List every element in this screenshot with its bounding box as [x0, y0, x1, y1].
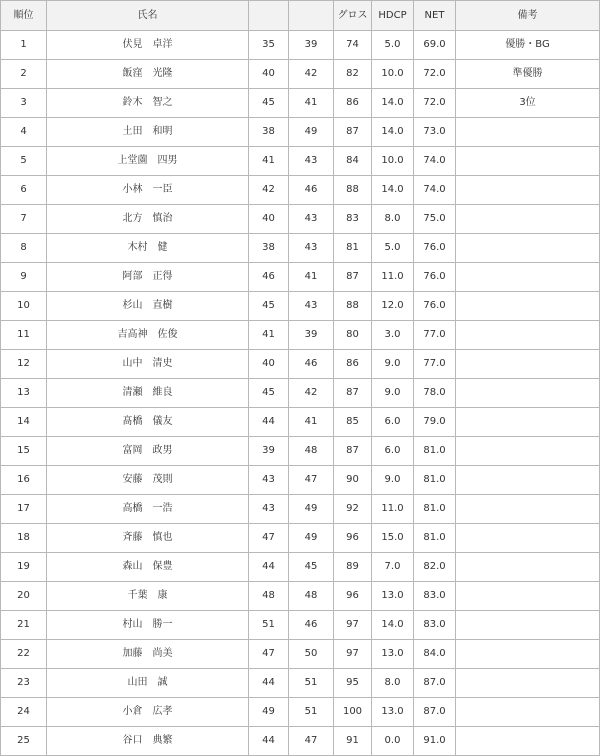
table-row	[1, 611, 600, 640]
table-row	[1, 350, 600, 379]
table-row	[1, 379, 600, 408]
cell-name: 飯窪 光隆	[47, 60, 249, 89]
cell-out: 46	[249, 263, 289, 292]
header-hdcp: HDCP	[372, 1, 414, 31]
cell-note	[456, 553, 600, 582]
cell-note	[456, 350, 600, 379]
cell-name: 髙橋 儀友	[47, 408, 249, 437]
cell-note	[456, 669, 600, 698]
table-row	[1, 669, 600, 698]
cell-note	[456, 727, 600, 756]
cell-name: 土田 和明	[47, 118, 249, 147]
cell-in: 43	[289, 292, 334, 321]
cell-note	[456, 176, 600, 205]
cell-net: 82.0	[414, 553, 456, 582]
cell-note	[456, 437, 600, 466]
cell-hdcp: 8.0	[372, 669, 414, 698]
cell-hdcp: 9.0	[372, 466, 414, 495]
cell-note: 優勝・BG	[456, 31, 600, 60]
cell-rank: 21	[1, 611, 47, 640]
cell-out: 43	[249, 466, 289, 495]
header-net: NET	[414, 1, 456, 31]
cell-hdcp: 13.0	[372, 698, 414, 727]
cell-in: 47	[289, 466, 334, 495]
cell-rank: 8	[1, 234, 47, 263]
cell-note: 準優勝	[456, 60, 600, 89]
cell-in: 51	[289, 669, 334, 698]
table-row	[1, 89, 600, 118]
cell-hdcp: 14.0	[372, 118, 414, 147]
table-row	[1, 553, 600, 582]
cell-net: 81.0	[414, 495, 456, 524]
cell-note	[456, 263, 600, 292]
cell-out: 51	[249, 611, 289, 640]
cell-in: 48	[289, 437, 334, 466]
cell-gross: 88	[334, 176, 372, 205]
table-row	[1, 582, 600, 611]
cell-gross: 87	[334, 263, 372, 292]
cell-hdcp: 11.0	[372, 263, 414, 292]
cell-out: 47	[249, 524, 289, 553]
cell-rank: 22	[1, 640, 47, 669]
cell-out: 45	[249, 292, 289, 321]
cell-out: 40	[249, 60, 289, 89]
cell-rank: 15	[1, 437, 47, 466]
cell-gross: 97	[334, 640, 372, 669]
table-header	[1, 1, 600, 31]
cell-hdcp: 3.0	[372, 321, 414, 350]
cell-gross: 81	[334, 234, 372, 263]
cell-out: 43	[249, 495, 289, 524]
cell-in: 46	[289, 611, 334, 640]
header-name: 氏名	[47, 1, 249, 31]
cell-gross: 92	[334, 495, 372, 524]
cell-net: 74.0	[414, 147, 456, 176]
cell-name: 木村 健	[47, 234, 249, 263]
cell-gross: 84	[334, 147, 372, 176]
table-row	[1, 727, 600, 756]
cell-name: 小倉 広孝	[47, 698, 249, 727]
cell-gross: 91	[334, 727, 372, 756]
cell-gross: 100	[334, 698, 372, 727]
cell-gross: 90	[334, 466, 372, 495]
cell-name: 山田 誠	[47, 669, 249, 698]
cell-out: 45	[249, 379, 289, 408]
cell-rank: 17	[1, 495, 47, 524]
cell-out: 42	[249, 176, 289, 205]
table-row	[1, 147, 600, 176]
cell-name: 鈴木 智之	[47, 89, 249, 118]
table-row	[1, 118, 600, 147]
cell-name: 加藤 尚美	[47, 640, 249, 669]
cell-net: 75.0	[414, 205, 456, 234]
cell-net: 76.0	[414, 263, 456, 292]
cell-note	[456, 147, 600, 176]
table-row	[1, 321, 600, 350]
cell-in: 41	[289, 408, 334, 437]
cell-rank: 11	[1, 321, 47, 350]
table-row	[1, 292, 600, 321]
cell-name: 伏見 卓洋	[47, 31, 249, 60]
cell-name: 山中 清史	[47, 350, 249, 379]
cell-hdcp: 9.0	[372, 350, 414, 379]
cell-rank: 10	[1, 292, 47, 321]
cell-in: 41	[289, 89, 334, 118]
cell-name: 杉山 直樹	[47, 292, 249, 321]
cell-in: 45	[289, 553, 334, 582]
cell-gross: 74	[334, 31, 372, 60]
cell-name: 谷口 典繁	[47, 727, 249, 756]
cell-out: 48	[249, 582, 289, 611]
cell-note	[456, 292, 600, 321]
cell-net: 84.0	[414, 640, 456, 669]
cell-note	[456, 118, 600, 147]
cell-in: 51	[289, 698, 334, 727]
cell-rank: 25	[1, 727, 47, 756]
cell-net: 81.0	[414, 437, 456, 466]
table-row	[1, 263, 600, 292]
table-row	[1, 234, 600, 263]
cell-net: 87.0	[414, 698, 456, 727]
cell-note	[456, 408, 600, 437]
cell-gross: 80	[334, 321, 372, 350]
cell-rank: 23	[1, 669, 47, 698]
cell-out: 39	[249, 437, 289, 466]
cell-gross: 85	[334, 408, 372, 437]
header-note: 備考	[456, 1, 600, 31]
cell-out: 44	[249, 727, 289, 756]
table-row	[1, 205, 600, 234]
cell-in: 49	[289, 118, 334, 147]
cell-net: 74.0	[414, 176, 456, 205]
cell-gross: 89	[334, 553, 372, 582]
cell-rank: 1	[1, 31, 47, 60]
cell-net: 69.0	[414, 31, 456, 60]
cell-in: 49	[289, 495, 334, 524]
cell-rank: 9	[1, 263, 47, 292]
cell-rank: 12	[1, 350, 47, 379]
cell-hdcp: 12.0	[372, 292, 414, 321]
cell-in: 46	[289, 176, 334, 205]
cell-gross: 86	[334, 89, 372, 118]
cell-note	[456, 321, 600, 350]
cell-name: 上堂薗 四男	[47, 147, 249, 176]
cell-hdcp: 11.0	[372, 495, 414, 524]
cell-net: 73.0	[414, 118, 456, 147]
cell-note	[456, 205, 600, 234]
cell-name: 阿部 正得	[47, 263, 249, 292]
cell-in: 43	[289, 234, 334, 263]
header-in	[289, 1, 334, 31]
cell-in: 41	[289, 263, 334, 292]
cell-rank: 5	[1, 147, 47, 176]
cell-gross: 83	[334, 205, 372, 234]
cell-hdcp: 13.0	[372, 582, 414, 611]
cell-hdcp: 15.0	[372, 524, 414, 553]
cell-name: 吉高神 佐俊	[47, 321, 249, 350]
cell-note	[456, 698, 600, 727]
cell-hdcp: 5.0	[372, 31, 414, 60]
cell-net: 77.0	[414, 321, 456, 350]
cell-out: 47	[249, 640, 289, 669]
cell-note	[456, 524, 600, 553]
cell-out: 40	[249, 205, 289, 234]
cell-gross: 87	[334, 437, 372, 466]
table-body	[1, 31, 600, 756]
cell-out: 44	[249, 669, 289, 698]
cell-in: 48	[289, 582, 334, 611]
cell-in: 43	[289, 147, 334, 176]
cell-name: 安藤 茂則	[47, 466, 249, 495]
cell-out: 44	[249, 408, 289, 437]
cell-rank: 2	[1, 60, 47, 89]
cell-in: 42	[289, 60, 334, 89]
cell-net: 83.0	[414, 611, 456, 640]
cell-hdcp: 14.0	[372, 89, 414, 118]
cell-out: 45	[249, 89, 289, 118]
cell-gross: 87	[334, 379, 372, 408]
cell-in: 47	[289, 727, 334, 756]
cell-hdcp: 8.0	[372, 205, 414, 234]
cell-note	[456, 379, 600, 408]
cell-note	[456, 640, 600, 669]
cell-net: 87.0	[414, 669, 456, 698]
cell-net: 77.0	[414, 350, 456, 379]
cell-name: 富岡 政男	[47, 437, 249, 466]
cell-out: 41	[249, 321, 289, 350]
cell-net: 81.0	[414, 524, 456, 553]
cell-hdcp: 0.0	[372, 727, 414, 756]
cell-hdcp: 9.0	[372, 379, 414, 408]
cell-rank: 14	[1, 408, 47, 437]
cell-gross: 82	[334, 60, 372, 89]
cell-in: 43	[289, 205, 334, 234]
cell-net: 81.0	[414, 466, 456, 495]
cell-hdcp: 13.0	[372, 640, 414, 669]
cell-net: 91.0	[414, 727, 456, 756]
cell-in: 50	[289, 640, 334, 669]
cell-gross: 87	[334, 118, 372, 147]
cell-out: 38	[249, 118, 289, 147]
cell-hdcp: 6.0	[372, 408, 414, 437]
cell-name: 北方 慎治	[47, 205, 249, 234]
cell-net: 76.0	[414, 234, 456, 263]
cell-out: 38	[249, 234, 289, 263]
cell-rank: 4	[1, 118, 47, 147]
table-row	[1, 466, 600, 495]
cell-net: 72.0	[414, 89, 456, 118]
cell-out: 41	[249, 147, 289, 176]
cell-in: 39	[289, 321, 334, 350]
table-row	[1, 176, 600, 205]
cell-out: 35	[249, 31, 289, 60]
table-row	[1, 524, 600, 553]
cell-net: 72.0	[414, 60, 456, 89]
cell-hdcp: 6.0	[372, 437, 414, 466]
cell-note	[456, 234, 600, 263]
cell-net: 79.0	[414, 408, 456, 437]
header-row	[1, 1, 600, 31]
header-out	[249, 1, 289, 31]
cell-rank: 13	[1, 379, 47, 408]
cell-name: 清瀬 維良	[47, 379, 249, 408]
cell-name: 千葉 康	[47, 582, 249, 611]
header-rank: 順位	[1, 1, 47, 31]
cell-note	[456, 582, 600, 611]
cell-in: 42	[289, 379, 334, 408]
cell-hdcp: 14.0	[372, 176, 414, 205]
header-gross: グロス	[334, 1, 372, 31]
cell-gross: 96	[334, 524, 372, 553]
cell-in: 49	[289, 524, 334, 553]
cell-hdcp: 10.0	[372, 147, 414, 176]
cell-in: 39	[289, 31, 334, 60]
cell-hdcp: 14.0	[372, 611, 414, 640]
cell-out: 40	[249, 350, 289, 379]
cell-note	[456, 466, 600, 495]
cell-out: 49	[249, 698, 289, 727]
cell-net: 76.0	[414, 292, 456, 321]
cell-name: 森山 保豊	[47, 553, 249, 582]
cell-rank: 24	[1, 698, 47, 727]
cell-name: 斉藤 慎也	[47, 524, 249, 553]
cell-hdcp: 7.0	[372, 553, 414, 582]
cell-name: 高橋 一浩	[47, 495, 249, 524]
cell-note	[456, 495, 600, 524]
cell-gross: 96	[334, 582, 372, 611]
cell-rank: 7	[1, 205, 47, 234]
cell-gross: 95	[334, 669, 372, 698]
cell-note: 3位	[456, 89, 600, 118]
cell-hdcp: 10.0	[372, 60, 414, 89]
cell-in: 46	[289, 350, 334, 379]
table-row	[1, 640, 600, 669]
cell-out: 44	[249, 553, 289, 582]
table-row	[1, 31, 600, 60]
cell-net: 83.0	[414, 582, 456, 611]
table-row	[1, 437, 600, 466]
cell-rank: 19	[1, 553, 47, 582]
cell-rank: 3	[1, 89, 47, 118]
cell-gross: 88	[334, 292, 372, 321]
table-row	[1, 495, 600, 524]
table-row	[1, 408, 600, 437]
cell-rank: 18	[1, 524, 47, 553]
cell-rank: 6	[1, 176, 47, 205]
cell-name: 村山 勝一	[47, 611, 249, 640]
cell-name: 小林 一臣	[47, 176, 249, 205]
cell-gross: 86	[334, 350, 372, 379]
cell-rank: 16	[1, 466, 47, 495]
table-row	[1, 60, 600, 89]
cell-rank: 20	[1, 582, 47, 611]
table-row	[1, 698, 600, 727]
cell-net: 78.0	[414, 379, 456, 408]
cell-gross: 97	[334, 611, 372, 640]
cell-note	[456, 611, 600, 640]
cell-hdcp: 5.0	[372, 234, 414, 263]
